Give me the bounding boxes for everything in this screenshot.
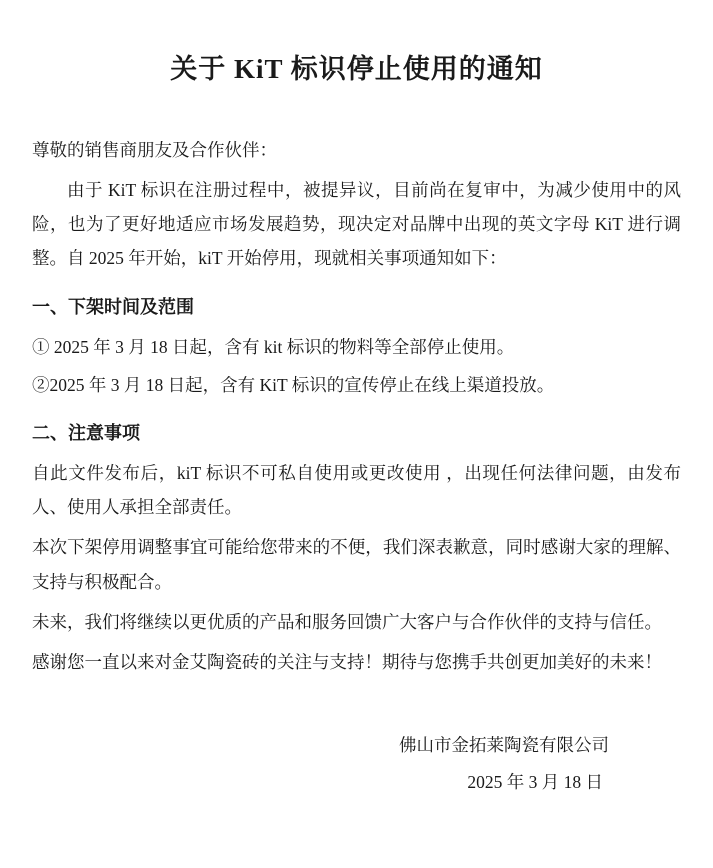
section-heading-2: 二、注意事项 [32,423,140,444]
company-name: 佛山市金拓莱陶瓷有限公司 [399,734,609,755]
notice-paragraph: 未来，我们将继续以更优质的产品和服务回馈广大客户与合作伙伴的支持与信任。 [32,611,662,632]
list-item: ① 2025 年 3 月 18 日起，含有 kit 标识的物料等全部停止使用。 [32,336,515,357]
signature-block [30,727,683,801]
page-title: 关于 KiT 标识停止使用的通知 [170,54,543,84]
notice-paragraph: 本次下架停用调整事宜可能给您带来的不便，我们深表歉意，同时感谢大家的理解、支持与积极配合。 [32,537,681,592]
notice-paragraph: 感谢您一直以来对金艾陶瓷砖的关注与支持！期待与您携手共创更加美好的未来！ [32,651,662,672]
notice-paragraph: 自此文件发布后，kiT 标识不可私自使用或更改使用 ，出现任何法律问题，由发布人、使用人承担全部责任。 [32,463,681,518]
intro-paragraph: 由于 KiT 标识在注册过程中，被提异议，目前尚在复审中，为减少使用中的风险，也为了更好地适应市场发展趋势，现决定对品牌中出现的英文字母 KiT 进行调整。自 2025 年开始，kiT 开始停用，现就相关事项通知如下： [32,180,681,269]
signature-date: 2025 年 3 月 18 日 [467,771,603,792]
section-heading-1: 一、下架时间及范围 [32,296,194,317]
salutation: 尊敬的销售商朋友及合作伙伴： [32,140,277,161]
document-body [30,133,683,679]
list-item: ②2025 年 3 月 18 日起，含有 KiT 标识的宣传停止在线上渠道投放。 [32,374,555,395]
